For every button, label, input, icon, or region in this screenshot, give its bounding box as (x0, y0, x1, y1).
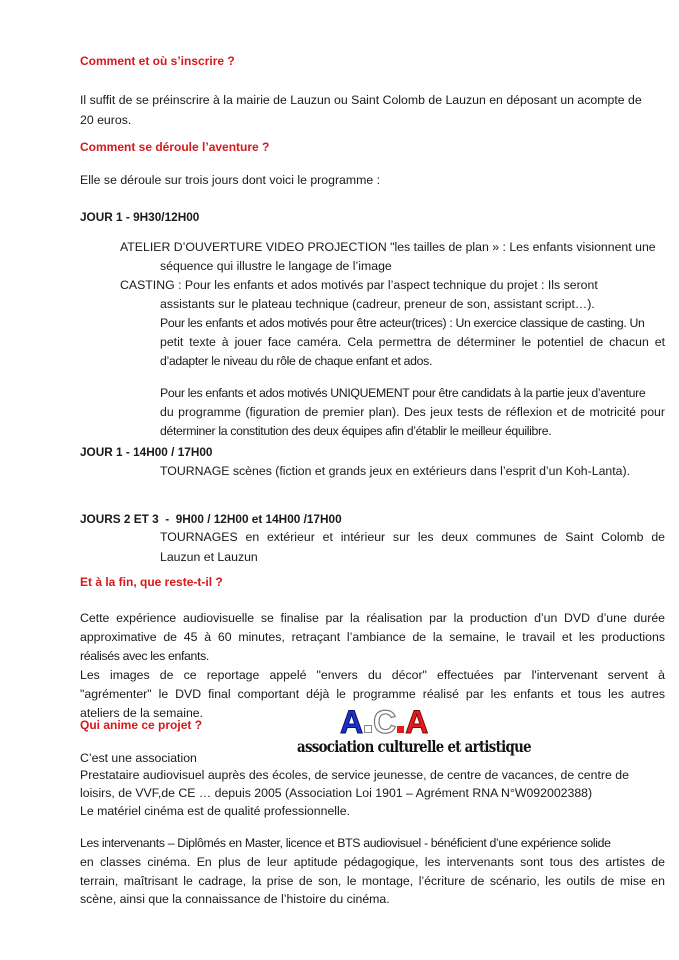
intervenants-line-3: terrain, maîtrisant le cadrage, la prise de son, le montage, l’écriture de scénario, les outils de mise en (80, 874, 665, 888)
acteurs-line-3: d’adapter le niveau du rôle de chaque enfant et ados. (160, 354, 433, 368)
logo-letter-a-red: A (405, 704, 429, 740)
fin-line-5: "agrémenter" le DVD final comportant déjà le programme réalisé par les enfants et tous les autres (80, 687, 665, 701)
intervenants-line-1: Les intervenants – Diplômés en Master, licence et BTS audiovisuel - bénéficient d’une expérience solide (80, 836, 611, 850)
atelier-line-2: séquence qui illustre le langage de l’image (160, 259, 392, 273)
fin-line-1: Cette expérience audiovisuelle se finalise par la réalisation par la production d’un DVD d’une durée (80, 611, 665, 625)
jours23-line-1: TOURNAGES en extérieur et intérieur sur les deux communes de Saint Colomb de (160, 530, 665, 544)
logo-dot-red (397, 726, 404, 733)
aventure-line-3: déterminer la constitution des deux équipes afin d’établir le meilleur équilibre. (160, 424, 552, 438)
logo-dot-white (364, 725, 372, 733)
heading-deroulement: Comment se déroule l’aventure ? (80, 140, 270, 154)
jour1-aprem-text: TOURNAGE scènes (fiction et grands jeux en extérieurs dans l’esprit d’un Koh-Lanta). (160, 464, 631, 478)
jour1-matin-title: JOUR 1 - 9H30/12H00 (80, 210, 200, 224)
inscription-line-2: 20 euros. (80, 113, 132, 127)
jours23-title: JOURS 2 ET 3 - 9H00 / 12H00 et 14H00 /17H00 (80, 512, 342, 526)
fin-line-2: approximative de 45 à 60 minutes, retraçant l’ambiance de la semaine, le travail et les productions (80, 630, 665, 644)
jours23-line-2: Lauzun et Lauzun (160, 550, 258, 564)
heading-fin: Et à la fin, que reste-t-il ? (80, 575, 223, 589)
logo-letter-a-blue: A (340, 704, 364, 740)
jour1-aprem-title: JOUR 1 - 14H00 / 17H00 (80, 445, 213, 459)
qui-line-1: C’est une association (80, 751, 197, 765)
casting-line-2: assistants sur le plateau technique (cadreur, preneur de son, assistant script…). (160, 297, 595, 311)
fin-line-4: Les images de ce reportage appelé "envers du décor" effectuées par l'intervenant servent à (80, 668, 665, 682)
qui-line-4: Le matériel cinéma est de qualité professionnelle. (80, 804, 351, 818)
intervenants-line-2: en classes cinéma. En plus de leur aptitude pédagogique, les intervenants sont tous des artistes de (80, 855, 665, 869)
fin-line-3: réalisés avec les enfants. (80, 649, 209, 663)
deroulement-intro: Elle se déroule sur trois jours dont voici le programme : (80, 173, 381, 187)
acteurs-line-1: Pour les enfants et ados motivés pour être acteur(trices) : Un exercice classique de casting. Un (160, 316, 645, 330)
qui-line-2: Prestataire audiovisuel auprès des écoles, de service jeunesse, de centre de vacances, de centre de (80, 768, 629, 782)
qui-line-3: loisirs, de VVF,de CE … depuis 2005 (Association Loi 1901 – Agrément RNA N°W092002388) (80, 786, 593, 800)
heading-inscription: Comment et où s’inscrire ? (80, 54, 235, 68)
aventure-line-2: du programme (figuration de premier plan). Des jeux tests de réflexion et de motricité pour (160, 405, 665, 419)
fin-line-6: ateliers de la semaine. (80, 706, 204, 720)
atelier-line-1: ATELIER D’OUVERTURE VIDEO PROJECTION "les tailles de plan » : Les enfants visionnent une (120, 240, 656, 254)
logo-letter-c-white: C (373, 704, 397, 740)
intervenants-line-4: scène, ainsi que la connaissance de l’histoire du cinéma. (80, 892, 390, 906)
aventure-line-1: Pour les enfants et ados motivés UNIQUEMENT pour être candidats à la partie jeux d’aventure (160, 386, 646, 400)
casting-line-1: CASTING : Pour les enfants et ados motivés par l’aspect technique du projet : Ils seront (120, 278, 598, 292)
acteurs-line-2: petit texte à jouer face caméra. Cela permettra de déterminer le potentiel de chacun et (160, 335, 665, 349)
logo-subtitle: association culturelle et artistique (297, 737, 531, 756)
aca-logo (340, 704, 450, 740)
heading-qui: Qui anime ce projet ? (80, 718, 203, 732)
inscription-line-1: Il suffit de se préinscrire à la mairie de Lauzun ou Saint Colomb de Lauzun en déposant un acompte de (80, 93, 642, 107)
